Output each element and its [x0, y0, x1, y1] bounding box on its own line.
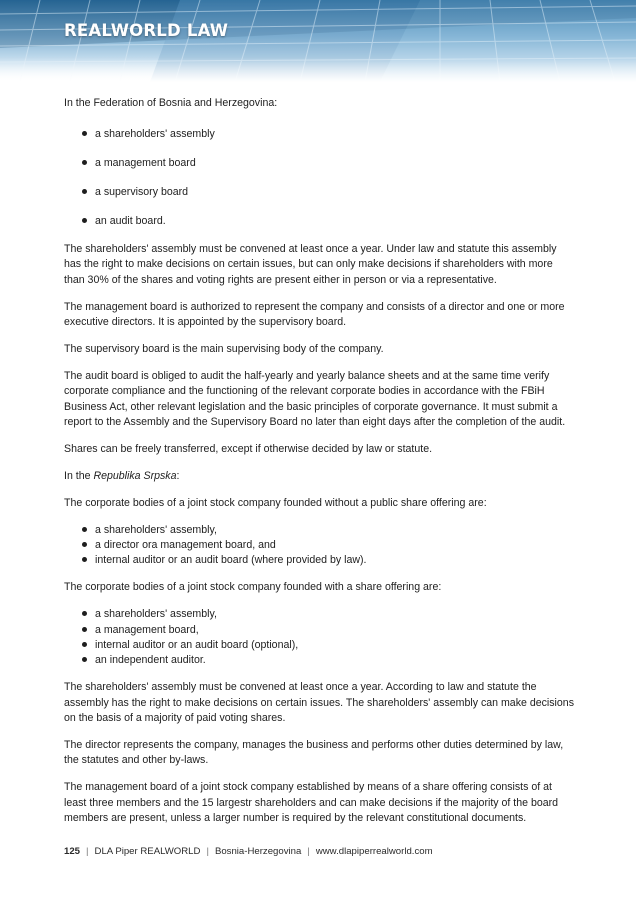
bullet-icon [82, 627, 87, 632]
bullet-icon [82, 611, 87, 616]
list-item: an audit board. [64, 214, 576, 229]
bullet-icon [82, 160, 87, 165]
website-link[interactable]: www.dlapiperrealworld.com [315, 846, 433, 857]
list-item: a shareholders' assembly, [64, 607, 576, 622]
rs-with-bodies-list [64, 607, 576, 669]
rs-intro: In the Republika Srpska: [64, 469, 180, 482]
bullet-icon [82, 131, 87, 136]
rs-without-intro: The corporate bodies of a joint stock company founded without a public share offering are: [64, 496, 487, 509]
footer-separator: | [307, 846, 310, 857]
rs-without-bodies-list [64, 523, 576, 569]
paragraph-shares: Shares can be freely transferred, except if otherwise decided by law or statute. [64, 442, 433, 455]
paragraph-management: The management board is authorized to represent the company and consists of a director and one or more executive directors. It is appointed by the supervisory board. [64, 300, 565, 328]
page-footer [64, 846, 433, 857]
rs-name: Republika Srpska [93, 469, 177, 482]
list-item: internal auditor or an audit board (where provided by law). [64, 553, 576, 568]
page-number: 125 [64, 846, 81, 857]
document-body [64, 96, 576, 838]
paragraph-rs-director: The director represents the company, manages the business and performs other duties determined by law, the statutes and other by-laws. [64, 739, 564, 767]
list-item: a shareholders' assembly [64, 127, 576, 142]
list-item: a director ora management board, and [64, 538, 576, 553]
bullet-icon [82, 557, 87, 562]
list-item: a management board, [64, 623, 576, 638]
list-item: internal auditor or an audit board (optional), [64, 638, 576, 653]
paragraph-rs-management: The management board of a joint stock company established by means of a share offering consists of at least three members and the 15 largestr shareholders and can make decisions if the majority of the board members are present, unless a larger number is required by the relevant constitutional documents. [64, 781, 559, 825]
publication-name: DLA Piper REALWORLD [94, 846, 201, 857]
paragraph-assembly: The shareholders' assembly must be convened at least once a year. Under law and statute this assembly has the right to make decisions on certain issues, but can only make decisions if shareholders with more than 30% of the shares and voting rights are present either in person or via a representative. [64, 242, 557, 286]
bullet-icon [82, 189, 87, 194]
list-item: an independent auditor. [64, 653, 576, 668]
paragraph-audit: The audit board is obliged to audit the half-yearly and yearly balance sheets and at the same time verify corporate compliance and the functioning of the relevant corporate bodies in accordance with the FBiH Business Act, other relevant legislation and the basic principles of corporate governance. It must submit a report to the Assembly and the Supervisory Board no later than eight days after the completion of the audit. [64, 369, 566, 428]
bullet-icon [82, 642, 87, 647]
list-item: a management board [64, 156, 576, 171]
header-banner [0, 0, 636, 82]
footer-separator: | [86, 846, 89, 857]
bullet-icon [82, 657, 87, 662]
fbih-intro: In the Federation of Bosnia and Herzegovina: [64, 97, 278, 109]
bullet-icon [82, 218, 87, 223]
paragraph-rs-assembly: The shareholders' assembly must be convened at least once a year. According to law and statute the assembly has the right to make decisions on certain issues. The shareholders' assembly can make decisions on the basis of a majority of paid voting shares. [64, 681, 574, 725]
bullet-icon [82, 527, 87, 532]
footer-separator: | [206, 846, 209, 857]
building-graphic [0, 0, 636, 82]
list-item: a shareholders' assembly, [64, 523, 576, 538]
header-title: REALWORLD LAW [64, 21, 229, 40]
country-name: Bosnia-Herzegovina [214, 846, 302, 857]
rs-with-intro: The corporate bodies of a joint stock company founded with a share offering are: [64, 581, 442, 594]
paragraph-supervisory: The supervisory board is the main supervising body of the company. [64, 342, 384, 355]
fbih-bodies-list [64, 127, 576, 229]
list-item: a supervisory board [64, 185, 576, 200]
bullet-icon [82, 542, 87, 547]
